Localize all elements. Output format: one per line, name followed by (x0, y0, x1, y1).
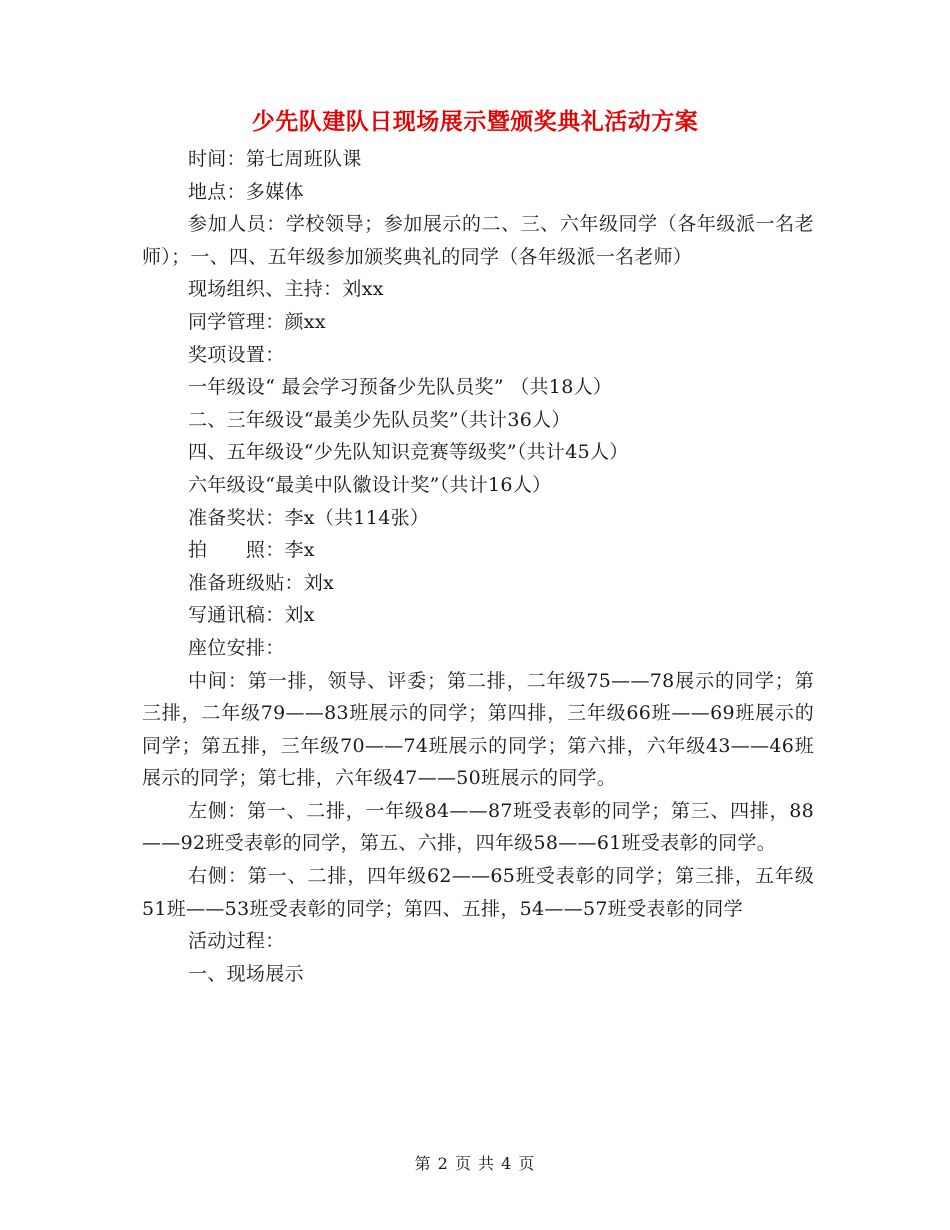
paragraph-awards-heading: 奖项设置： (188, 343, 285, 366)
paragraph-process-heading: 活动过程： (188, 930, 285, 953)
document-title: 少先队建队日现场展示暨颁奖典礼活动方案 (251, 108, 699, 135)
paragraph-seating-right: 右侧：第一、二排，四年级62——65班受表彰的同学；第三排，五年级51班——53班受表彰的同学；第四、五排，54——57班受表彰的同学 (142, 865, 814, 920)
paragraph-seating-left: 左侧：第一、二排，一年级84——87班受表彰的同学；第三、四排，88——92班受表彰的同学，第五、六排，四年级58——61班受表彰的同学。 (142, 799, 814, 855)
paragraph-host: 现场组织、主持：刘xx (188, 278, 384, 301)
paragraph-time: 时间：第七周班队课 (188, 148, 362, 170)
paragraph-photography: 拍 照：李x (188, 539, 315, 562)
paragraph-student-management: 同学管理：颜xx (188, 310, 326, 333)
paragraph-certificates: 准备奖状：李x（共114张） (188, 506, 430, 529)
paragraph-participants: 参加人员：学校领导；参加展示的二、三、六年级同学（各年级派一名老师）；一、四、五年级参加颁奖典礼的同学（各年级派一名老师） (142, 213, 814, 268)
paragraph-class-stickers: 准备班级贴：刘x (188, 571, 335, 594)
paragraph-section-one: 一、现场展示 (188, 962, 304, 985)
paragraph-seating-heading: 座位安排： (188, 636, 285, 659)
paragraph-award-grade6: 六年级设“最美中队徽设计奖”（共计16人） (188, 473, 552, 496)
paragraph-award-grade4-5: 四、五年级设“少先队知识竞赛等级奖”（共计45人） (188, 441, 629, 464)
paragraph-seating-middle: 中间：第一排，领导、评委；第二排，二年级75——78展示的同学；第三排，二年级79——83班展示的同学；第四排，三年级66班——69班展示的同学；第五排，三年级70——74班展示的同学；第六排，六年级43——46班展示的同学；第七排，六年级47——50班展示的同学。 (142, 669, 814, 790)
paragraph-location: 地点：多媒体 (188, 180, 304, 203)
page-footer: 第 2 页 共 4 页 (414, 1154, 536, 1173)
document-body (142, 143, 814, 990)
paragraph-award-grade2-3: 二、三年级设“最美少先队员奖”（共计36人） (188, 408, 571, 431)
paragraph-award-grade1: 一年级设“ 最会学习预备少先队员奖” （共18人） (188, 376, 613, 399)
paragraph-news-draft: 写通讯稿：刘x (188, 604, 315, 627)
